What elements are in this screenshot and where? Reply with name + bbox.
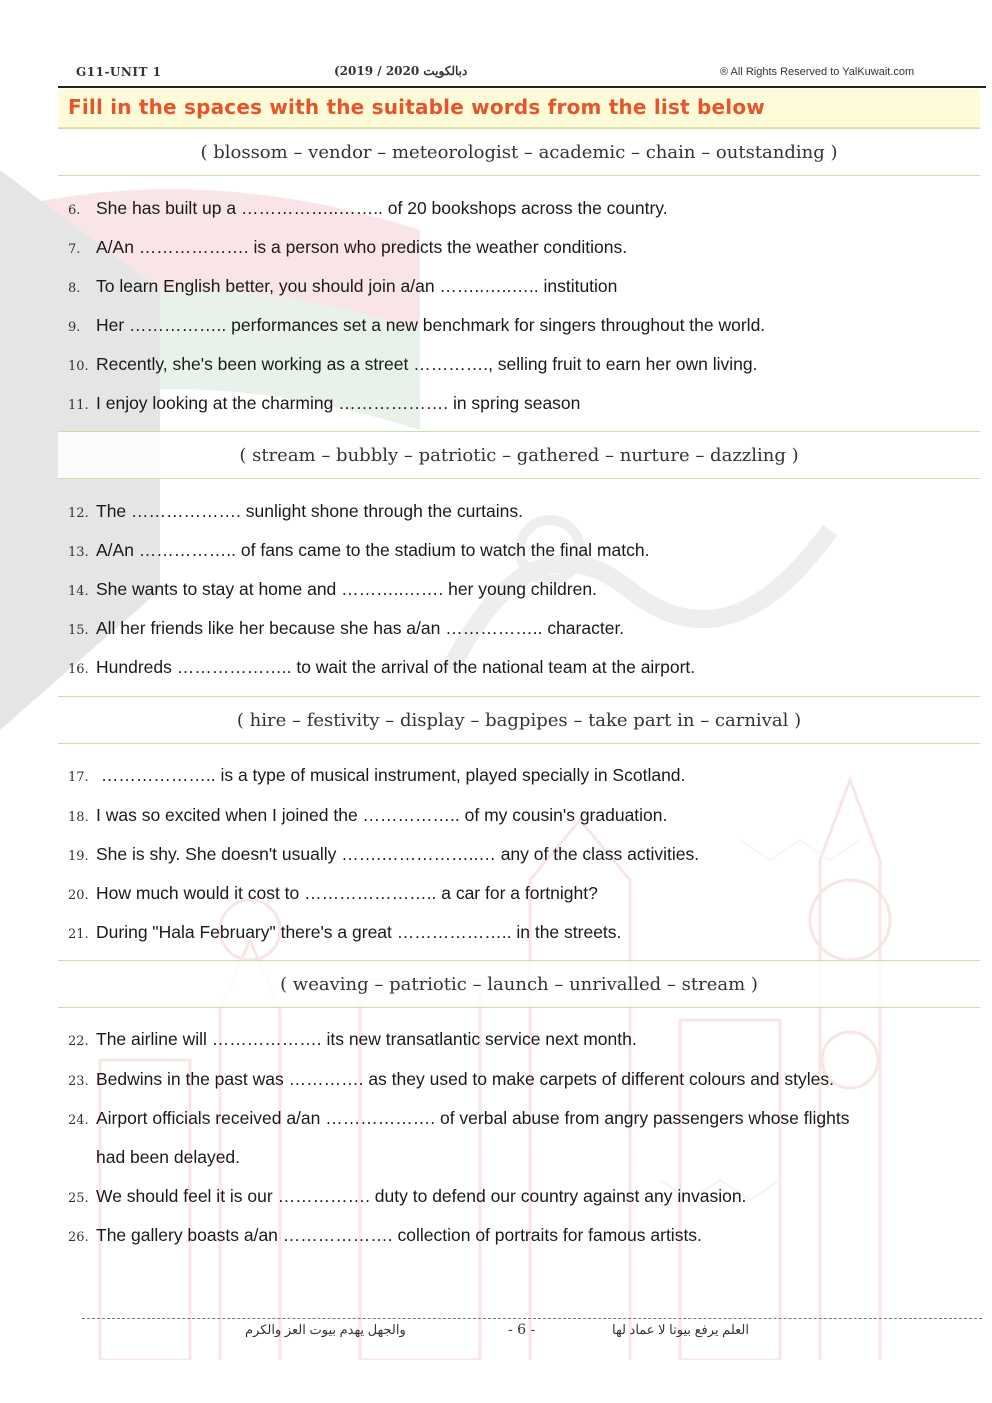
question-item: 26. The gallery boasts a/an ………………. collection of portraits for famous artists.: [68, 1225, 702, 1245]
page-number: - 6 -: [508, 1322, 536, 1338]
footer-proverb-right: العلم يرفع بيوتا لا عماد لها: [612, 1322, 749, 1337]
footer-proverb-left: والجهل يهدم بيوت العز والكرم: [245, 1322, 406, 1337]
question-item: 6. She has built up a ……………..…….. of 20 bookshops across the country.: [68, 198, 668, 218]
question-item: 18. I was so excited when I joined the …………….. of my cousin's graduation.: [68, 805, 668, 825]
question-item: 14. She wants to stay at home and ………..……. her young children.: [68, 579, 597, 599]
question-item: 21. During "Hala February" there's a great ……………….. in the streets.: [68, 922, 622, 942]
footer-divider: [82, 1318, 982, 1319]
question-item: 16. Hundreds ……………….. to wait the arrival of the national team at the airport.: [68, 657, 696, 677]
header-divider: [58, 86, 986, 88]
word-list-box: ( weaving – patriotic – launch – unrivalled – stream ): [58, 960, 980, 1008]
page-header: [0, 0, 992, 88]
question-item: 10. Recently, she's been working as a street …………., selling fruit to earn her own living.: [68, 354, 758, 374]
question-item: 25. We should feel it is our ……………. duty to defend our country against any invasion.: [68, 1186, 747, 1206]
question-item: 11. I enjoy looking at the charming ………………. in spring season: [68, 393, 581, 413]
word-list-box: ( blossom – vendor – meteorologist – academic – chain – outstanding ): [58, 128, 980, 176]
question-item: 13. A/An …………….. of fans came to the stadium to watch the final match.: [68, 540, 650, 560]
year-label: (2019 / 2020 دبالكويت: [334, 64, 468, 78]
word-list-box: ( hire – festivity – display – bagpipes – take part in – carnival ): [58, 696, 980, 744]
question-item: 24. Airport officials received a/an ………………. of verbal abuse from angry passengers whose flights: [68, 1108, 850, 1128]
question-continuation: had been delayed.: [96, 1147, 241, 1167]
question-item: 15. All her friends like her because she has a/an …………….. character.: [68, 618, 625, 638]
instruction-bar: [58, 89, 980, 128]
question-item: 7. A/An ………………. is a person who predicts the weather conditions.: [68, 237, 628, 257]
question-item: 22. The airline will ………………. its new transatlantic service next month.: [68, 1029, 637, 1049]
copyright-label: ® All Rights Reserved to YalKuwait.com: [720, 66, 915, 78]
unit-label: G11-UNIT 1: [76, 65, 162, 79]
instruction-title: Fill in the spaces with the suitable words from the list below: [68, 95, 765, 119]
word-list-box: ( stream – bubbly – patriotic – gathered – nurture – dazzling ): [58, 431, 980, 479]
question-item: 17. ……………….. is a type of musical instrument, played specially in Scotland.: [68, 765, 686, 785]
question-item: 19. She is shy. She doesn't usually …….……………..… any of the class activities.: [68, 844, 700, 864]
question-item: 23. Bedwins in the past was …………. as they used to make carpets of different colours and styles.: [68, 1069, 834, 1089]
question-item: 8. To learn English better, you should join a/an ……..…..….. institution: [68, 276, 618, 296]
question-item: 12. The ………………. sunlight shone through the curtains.: [68, 501, 524, 521]
question-item: 20. How much would it cost to ………………….. a car for a fortnight?: [68, 883, 598, 903]
question-item: 9. Her …………….. performances set a new benchmark for singers throughout the world.: [68, 315, 766, 335]
